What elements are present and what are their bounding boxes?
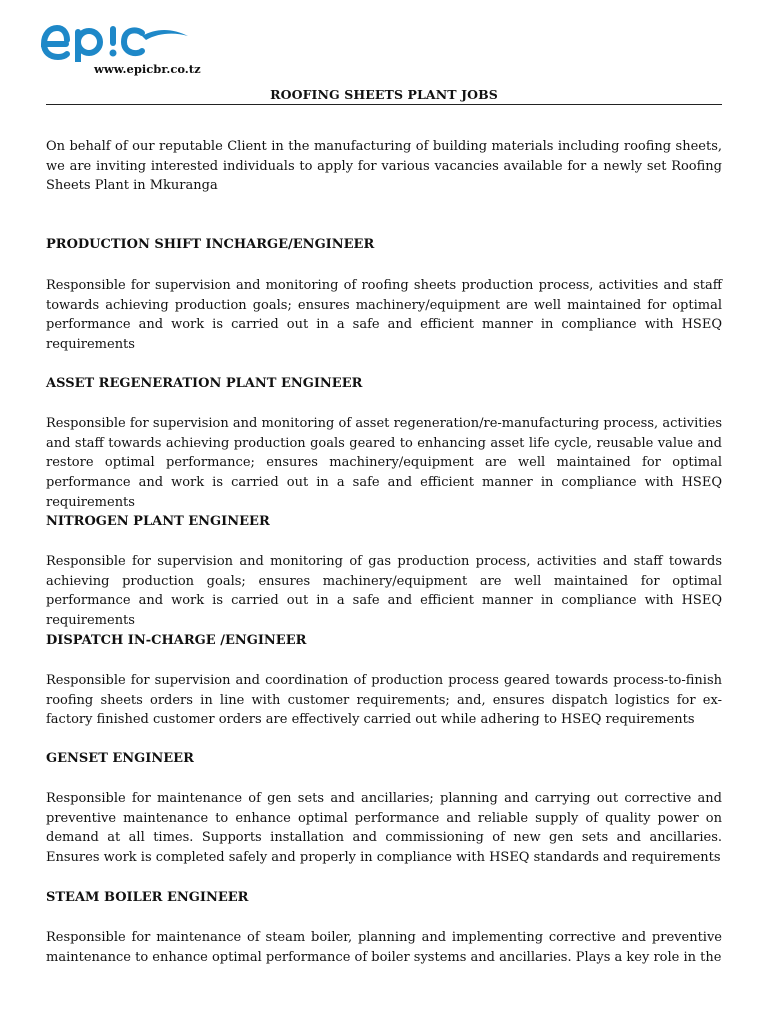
job-title-asset-regeneration: ASSET REGENERATION PLANT ENGINEER: [46, 376, 363, 391]
job-description-production-shift: Responsible for supervision and monitoring of roofing sheets production process, activities and staff towards achieving production goals; ensures machinery/equipment are well maintained for optimal performance and work is carried out in a safe and efficient manner in compliance with HSEQ requirements: [46, 278, 722, 353]
intro-paragraph: On behalf of our reputable Client in the manufacturing of building materials including roofing sheets, we are inviting interested individuals to apply for various vacancies available for a newly set Roofing Sheets Plant in Mkuranga: [46, 139, 722, 194]
job-title-steam-boiler: STEAM BOILER ENGINEER: [46, 890, 249, 905]
job-title-dispatch: DISPATCH IN-CHARGE /ENGINEER: [46, 633, 307, 648]
job-title-nitrogen-plant: NITROGEN PLANT ENGINEER: [46, 514, 270, 529]
job-title-production-shift: PRODUCTION SHIFT INCHARGE/ENGINEER: [46, 237, 375, 252]
job-description-asset-regeneration: Responsible for supervision and monitoring of asset regeneration/re-manufacturing process, activities and staff towards achieving production goals geared to enhancing asset life cycle, reusable value and restore optimal performance; ensures machinery/equipment are well maintained for optimal performance and work is carried out in a safe and efficient manner in compliance with HSEQ requirements: [46, 416, 722, 510]
job-description-nitrogen-plant: Responsible for supervision and monitoring of gas production process, activities and staff towards achieving production goals; ensures machinery/equipment are well maintained for optimal performance and work is carried out in a safe and efficient manner in compliance with HSEQ requirements: [46, 554, 722, 629]
epic-logo-mark: [38, 22, 218, 62]
epic-logo: [38, 22, 218, 80]
document-title: ROOFING SHEETS PLANT JOBS: [46, 87, 722, 105]
website-url: www.epicbr.co.tz: [94, 62, 201, 76]
job-description-dispatch: Responsible for supervision and coordination of production process geared towards process-to-finish roofing sheets orders in line with customer requirements; and, ensures dispatch logistics for ex-factory finished customer orders are effectively carried out while adhering to HSEQ requirements: [46, 673, 722, 728]
job-description-genset: Responsible for maintenance of gen sets and ancillaries; planning and carrying out corrective and preventive maintenance to enhance optimal performance and reliable supply of quality power on demand at all times. Supports installation and commissioning of new gen sets and ancillaries. Ensures work is completed safely and properly in compliance with HSEQ standards and requirements: [46, 791, 722, 866]
job-description-steam-boiler: Responsible for maintenance of steam boiler, planning and implementing corrective and preventive maintenance to enhance optimal performance of boiler systems and ancillaries. Plays a key role in the: [46, 930, 722, 965]
job-title-genset: GENSET ENGINEER: [46, 751, 194, 766]
